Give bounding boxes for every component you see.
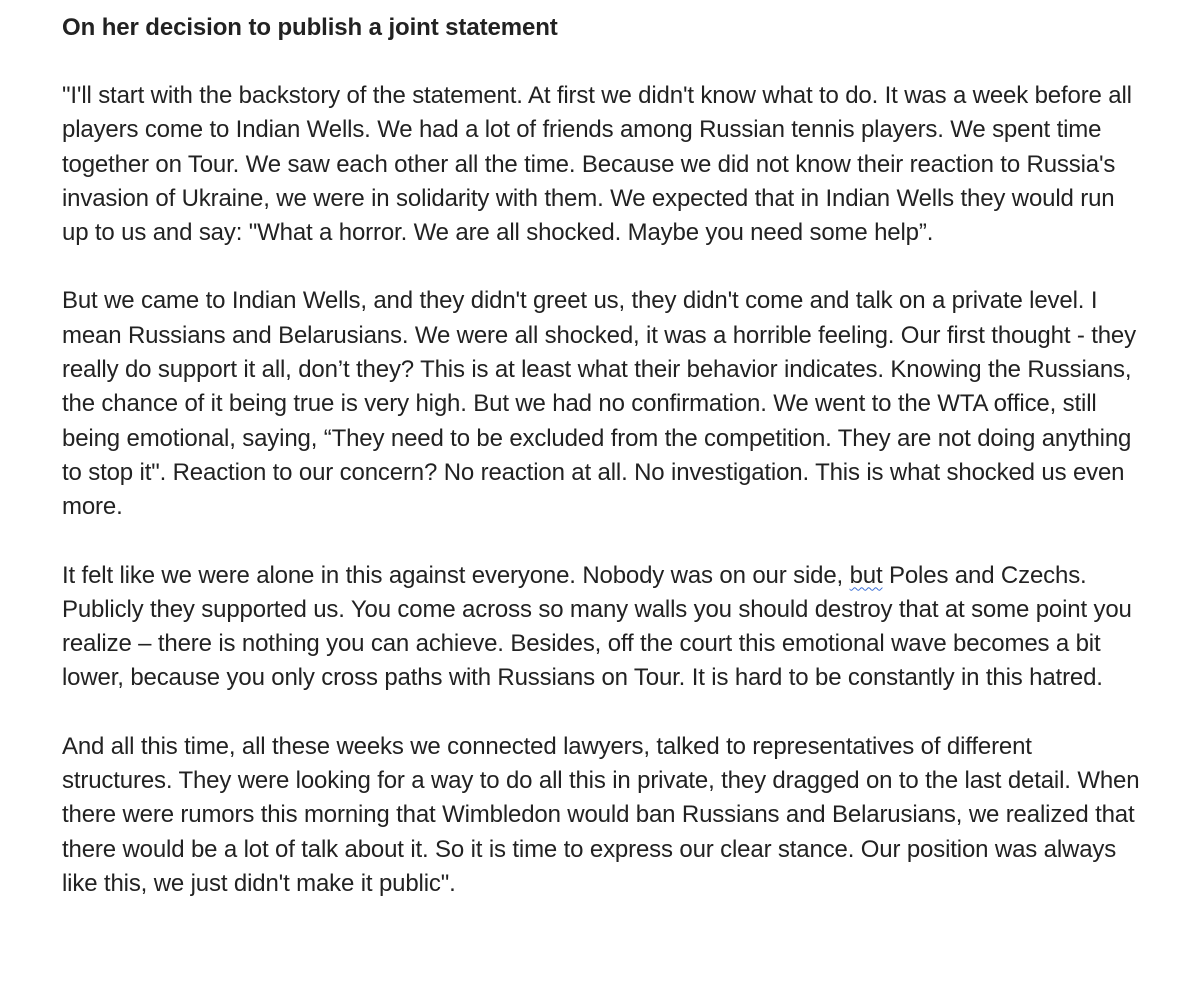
paragraph-3-text-after: Poles and Czechs. Publicly they supported us. You come across so many walls you should destroy that at some point you realize – there is nothing you can achieve. Besides, off the court this emotional wave becomes a bit lower, because you only cross paths with Russians on Tour. It is hard to be constantly in this hatred.	[62, 561, 1132, 692]
paragraph-1[interactable]: "I'll start with the backstory of the statement. At first we didn't know what to do. It was a week before all players come to Indian Wells. We had a lot of friends among Russian tennis players. We spent time together on Tour. We saw each other all the time. Because we did not know their reaction to Russia's invasion of Ukraine, we were in solidarity with them. We expected that in Indian Wells they would run up to us and say: "What a horror. We are all shocked. Maybe you need some help”.	[62, 82, 1132, 247]
section-heading: On her decision to publish a joint statement	[62, 14, 558, 41]
paragraph-2[interactable]: But we came to Indian Wells, and they didn't greet us, they didn't come and talk on a private level. I mean Russians and Belarusians. We were all shocked, it was a horrible feeling. Our first thought - they really do support it all, don’t they? This is at least what their behavior indicates. Knowing the Russians, the chance of it being true is very high. But we had no confirmation. We went to the WTA office, still being emotional, saying, “They need to be excluded from the competition. They are not doing anything to stop it". Reaction to our concern? No reaction at all. No investigation. This is what shocked us even more.	[62, 287, 1136, 521]
paragraph-3-text-before: It felt like we were alone in this against everyone. Nobody was on our side,	[62, 561, 850, 589]
paragraph-4[interactable]: And all this time, all these weeks we connected lawyers, talked to representatives of different structures. They were looking for a way to do all this in private, they dragged on to the last detail. When there were rumors this morning that Wimbledon would ban Russians and Belarusians, we realized that there would be a lot of talk about it. So it is time to express our clear stance. Our position was always like this, we just didn't make it public".	[62, 732, 1140, 897]
spellcheck-flagged-word[interactable]: but	[849, 561, 883, 589]
document-body	[62, 0, 1142, 901]
paragraph-3[interactable]	[62, 559, 1142, 696]
